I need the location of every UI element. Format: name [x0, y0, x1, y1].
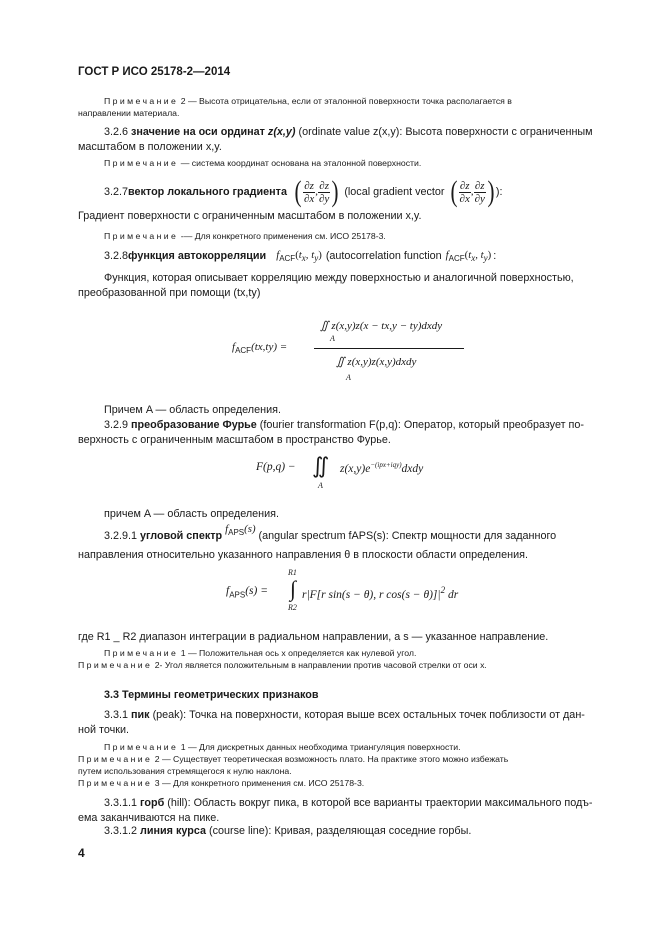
term-en: (local gradient vector [344, 186, 445, 198]
gradient-formula-en: ( $\frac{\partial z}{\partial x}$ , $\frac{\partial z}{\partial y}$ ) [450, 175, 495, 208]
acf-formula [232, 317, 472, 389]
aps-symbol: $f_{APS}(s)$ [225, 523, 256, 538]
note-text: — система координат основана на эталонной поверхности. [178, 158, 422, 168]
clause-number: 3.2.6 [104, 126, 132, 138]
acf-where: Причем A — область определения. [104, 404, 281, 416]
acf-domain-den: A [346, 373, 351, 382]
term-symbol: z(x,y) [267, 126, 296, 138]
clause-number: 3.2.8 [104, 250, 129, 263]
note-label: Примечание [78, 778, 153, 788]
term: значение на оси ординат [131, 126, 268, 138]
note-text: -— Для конкретного применения см. ИСО 25178-3. [178, 231, 386, 241]
term: функция автокорреляции [128, 250, 267, 263]
note-label: Примечание [78, 754, 153, 764]
fourier-lhs: F(p,q) − [256, 461, 296, 473]
note-text: 2 — Существует теоретическая возможность плато. На практике этого можно избежать [152, 754, 509, 764]
clause-3-2-9: 3.2.9 преобразование Фурье (fourier transformation F(p,q): Оператор, который преобразует по- верхность с ограниченным масштабом в пространство Фурье. [78, 419, 584, 446]
clause-3-3-1-2: 3.3.1.2 линия курса (course line): Кривая, разделяющая соседние горбы. [104, 825, 472, 837]
note-text: 1 — Положительная ось x определяется как нулевой угол. [178, 648, 417, 658]
acf-lhs: $f_{ACF}(tx,ty)$ = [232, 341, 288, 356]
fourier-formula [256, 455, 476, 495]
note-text-cont: путем использования стремящегося к нулю наклона. [78, 766, 292, 776]
fourier-where: причем A — область определения. [104, 508, 280, 520]
note-label: Примечание [104, 648, 179, 658]
term: пик [131, 709, 150, 721]
acf-denominator: ∬ z(x,y)z(x,y)dxdy [336, 356, 417, 368]
aps-formula: $f_{APS}(s)$ = R1 ∫ R2 r|F[r sin(s − θ), r $\cos(s - \theta)]|^2$ dr [226, 568, 459, 612]
term-en: (autocorrelation function [325, 250, 442, 263]
note-text-cont: направлении материала. [78, 108, 180, 118]
definition-cont: масштабом в положении x,y. [78, 140, 222, 153]
double-integral: ∬ [312, 453, 330, 478]
note-label: Примечание [104, 231, 179, 241]
note-label: Примечание [104, 742, 179, 752]
lower-limit: R2 [288, 603, 297, 612]
aps-lhs: $f_{APS}(s)$ = [226, 585, 268, 600]
section-heading-3-3: 3.3 Термины геометрических признаков [104, 689, 319, 701]
definition: (ordinate value z(x,y): Высота поверхности с ограниченным [295, 126, 593, 138]
aps-body: r|F[r sin(s − θ), r $\cos(s - \theta)]|^2$ dr [302, 585, 459, 601]
acf-fraction-bar [314, 348, 464, 349]
notes-3-3-1 [78, 741, 613, 789]
acf-symbol-en: $f_{ACF}(t_x$, $t_y$) [445, 249, 492, 264]
page-number: 4 [78, 846, 85, 860]
acf-symbol: $f_{ACF}(t_x$, $t_y$) [276, 249, 322, 264]
note-text: 2 — Высота отрицательна, если от эталонной поверхности точка располагается в [178, 96, 512, 106]
acf-domain-num: A [330, 334, 335, 343]
note-label: Примечание [104, 158, 179, 168]
clause-number: 3.2.7 [104, 186, 129, 198]
aps-where: где R1 _ R2 диапазон интеграции в радиальном направлении, а s — указанное направление. [78, 631, 549, 643]
note-3-2-6 [78, 157, 613, 169]
upper-limit: R1 [288, 568, 297, 577]
note-text: 3 — Для конкретного применения см. ИСО 25178-3. [152, 778, 365, 788]
note-text: 2- Угол является положительным в направлении против часовой стрелки от оси x. [152, 660, 487, 670]
clause-3-2-6 [78, 125, 613, 154]
term: вектор локального градиента [128, 186, 287, 198]
fourier-domain: A [318, 481, 323, 490]
note-label: Примечание [78, 660, 153, 670]
clause-3-2-8: 3.2.8 функция автокорреляции $f_{ACF}(t_x$, $t_y$) (autocorrelation function $f_{ACF}(t_x$, $t_y$) : [104, 249, 497, 264]
clause-3-2-9-1: 3.2.9.1 угловой спектр $f_{APS}(s)$ (angular spectrum fAPS(s): Спектр мощности для заданного направления относительно указанного направления θ в плоскости области определения. [78, 523, 557, 561]
gradient-formula: ( $\frac{\partial z}{\partial x}$ , $\frac{\partial z}{\partial y}$ ) [294, 175, 339, 208]
clause-3-3-1-1: 3.3.1.1 горб (hill): Область вокруг пика, в которой все варианты траектории максимального подъ- ема заканчиваются на пике. [78, 797, 593, 824]
note-top [78, 95, 613, 119]
term: преобразование Фурье [131, 419, 257, 431]
clause-3-3-1: 3.3.1 пик (peak): Точка на поверхности, которая выше всех остальных точек поблизости от дан- ной точки. [78, 709, 585, 736]
note-label: Примечание [104, 96, 179, 106]
fourier-body: $z(x,y)e^{-(ipx+iqy)}dxdy$ [340, 461, 424, 475]
clause-3-2-8-body: Функция, которая описывает корреляцию между поверхностью и аналогичной поверхностью, преобразованной при помощи (tx,ty) [78, 272, 574, 299]
clause-3-2-7-body: Градиент поверхности с ограниченным масштабом в положении x,y. [78, 210, 422, 222]
term: линия курса [140, 825, 206, 837]
page-header: ГОСТ Р ИСО 25178-2—2014 [78, 66, 231, 78]
note-text: 1 — Для дискретных данных необходима триангуляция поверхности. [178, 742, 461, 752]
notes-3-2-9-1 [78, 647, 613, 671]
note-3-2-7 [78, 230, 613, 242]
term: угловой спектр [140, 530, 223, 542]
acf-numerator: ∬ z(x,y)z(x − tx,y − ty)dxdy [320, 320, 443, 332]
clause-3-2-7: 3.2.7 вектор локального градиента ( $\frac{\partial z}{\partial x}$ , $\frac{\partial z}{\partial y}$ ) (local gradient vector ( $\frac{\partial z}{\partial x}$ , $\frac{\partial z}{\partial y}$ ) ): [104, 175, 503, 208]
term: горб [140, 797, 165, 809]
